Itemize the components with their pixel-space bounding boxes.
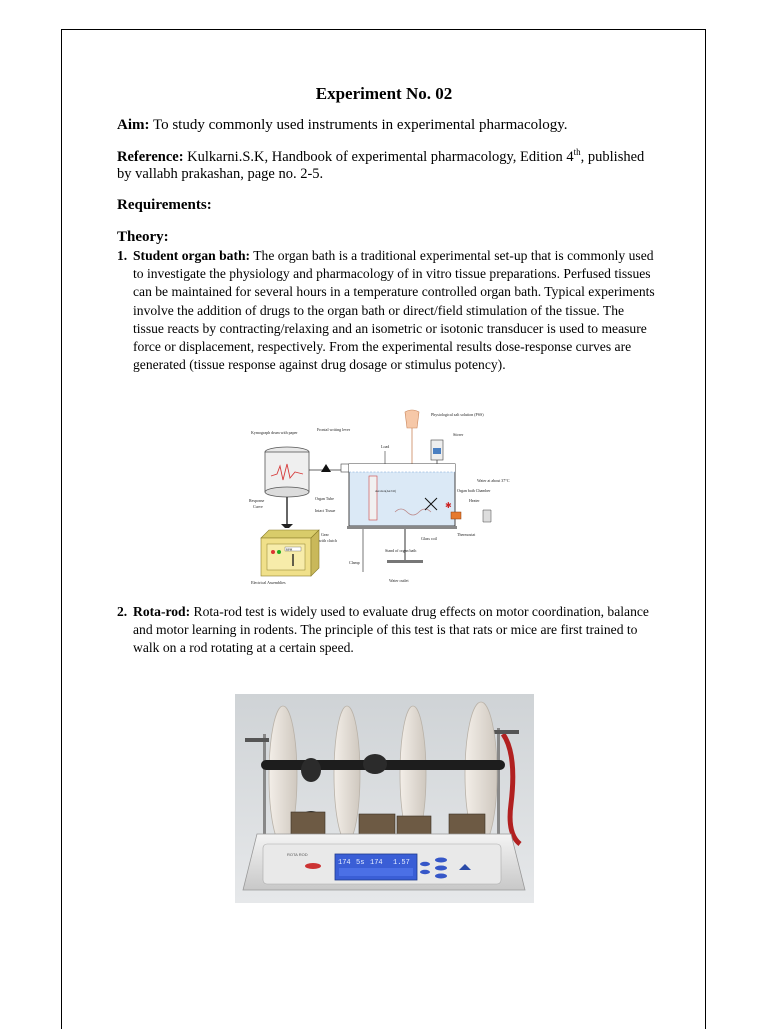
- display-reading-a: 174: [338, 859, 351, 867]
- rota-rod-photo: [235, 694, 534, 903]
- label-gear: Gear: [321, 532, 329, 537]
- reference-superscript: th: [573, 147, 581, 158]
- label-aeration: Aeration(Air/O2): [375, 489, 396, 493]
- label-response: Response: [249, 498, 265, 503]
- display-reading-c: 174: [370, 859, 383, 867]
- reference-text-a: Kulkarni.S.K, Handbook of experimental pharmacology, Edition 4: [187, 149, 574, 165]
- label-chamber: Organ bath Chamber: [457, 488, 491, 493]
- label-stirrer: Stirrer: [453, 432, 464, 437]
- reference-text-b: , published: [580, 149, 645, 165]
- theory-heading: Theory:: [117, 229, 169, 245]
- display-reading-b: 5s: [356, 859, 365, 867]
- display-reading-d: 1.57: [393, 859, 410, 867]
- rpm-label: RPM: [286, 547, 293, 552]
- page-title: Experiment No. 02: [315, 84, 453, 103]
- item-heading: Student organ bath:: [133, 248, 251, 263]
- requirements-heading: Requirements:: [117, 197, 212, 213]
- thermostat: [483, 510, 491, 522]
- reference-line-2: by vallabh prakashan, page no. 2-5.: [117, 166, 324, 182]
- label-clamp: Clamp: [349, 560, 360, 565]
- item-number: 1.: [117, 248, 128, 263]
- device-label: ROTA ROD: [287, 852, 308, 857]
- label-water: Water at about 37°C: [477, 478, 510, 483]
- item-body: [117, 603, 657, 658]
- pss-bottle: [405, 410, 419, 428]
- label-curve: Curve: [253, 504, 263, 509]
- label-pss: Physiological salt solution (PSS): [431, 412, 484, 417]
- organ-bath-chamber: [349, 464, 461, 526]
- item-number: 2.: [117, 604, 128, 619]
- label-thermostat: Thermostat: [457, 532, 476, 537]
- item-text: The organ bath is a traditional experimental set-up that is commonly used to investigate the physiology and pharmacology of in vitro tissue preparations. Perfused tissues can be maintained for several hours in a temperature controlled organ bath. Typical experiments involve the addition of drugs to the organ bath or direct/field stimulation of the tissue. The tissue reacts by contracting/relaxing and an isometric or isotonic transducer is used to measure force or displacement, respectively. From the experimental results dose-response curves are generated (tissue response against drug dosage or stimulus potency).: [133, 248, 655, 373]
- theory-item-organ-bath: [117, 247, 657, 374]
- reference-label: Reference:: [117, 149, 184, 165]
- red-button: [305, 863, 321, 869]
- label-intact-tissue: Intact Tissue: [315, 508, 336, 513]
- label-kymograph: Kymograph drum with paper: [251, 430, 298, 435]
- label-stand: Stand of organ bath: [385, 548, 417, 553]
- organ-bath-diagram: [245, 406, 525, 588]
- label-load: Load: [381, 444, 390, 449]
- aim-line: [117, 117, 568, 134]
- theory-item-rota-rod: [117, 603, 657, 658]
- label-organ-tube: Organ Tube: [315, 496, 334, 501]
- label-clutch: with clutch: [319, 538, 337, 543]
- label-electrical: Electrical Assemblies: [251, 580, 286, 585]
- reference-line: [117, 149, 644, 166]
- item-heading: Rota-rod:: [133, 604, 191, 619]
- item-body: [117, 247, 657, 374]
- label-water-outlet: Water outlet: [389, 578, 409, 583]
- svg-text:✱: ✱: [445, 501, 452, 510]
- aim-text: To study commonly used instruments in experimental pharmacology.: [152, 117, 568, 133]
- label-frontal-lever: Frontal writing lever: [317, 427, 351, 432]
- label-heater: Heater: [469, 498, 480, 503]
- lcd-display: [335, 854, 417, 880]
- label-glass-coil: Glass coil: [421, 536, 437, 541]
- item-text: Rota-rod test is widely used to evaluate drug effects on motor coordination, balance and motor learning in rodents. The principle of this test is that rats or mice are first trained to walk on a rod rotating at a certain speed.: [133, 604, 649, 656]
- aim-label: Aim:: [117, 117, 150, 133]
- electrical-assembly: [261, 530, 319, 576]
